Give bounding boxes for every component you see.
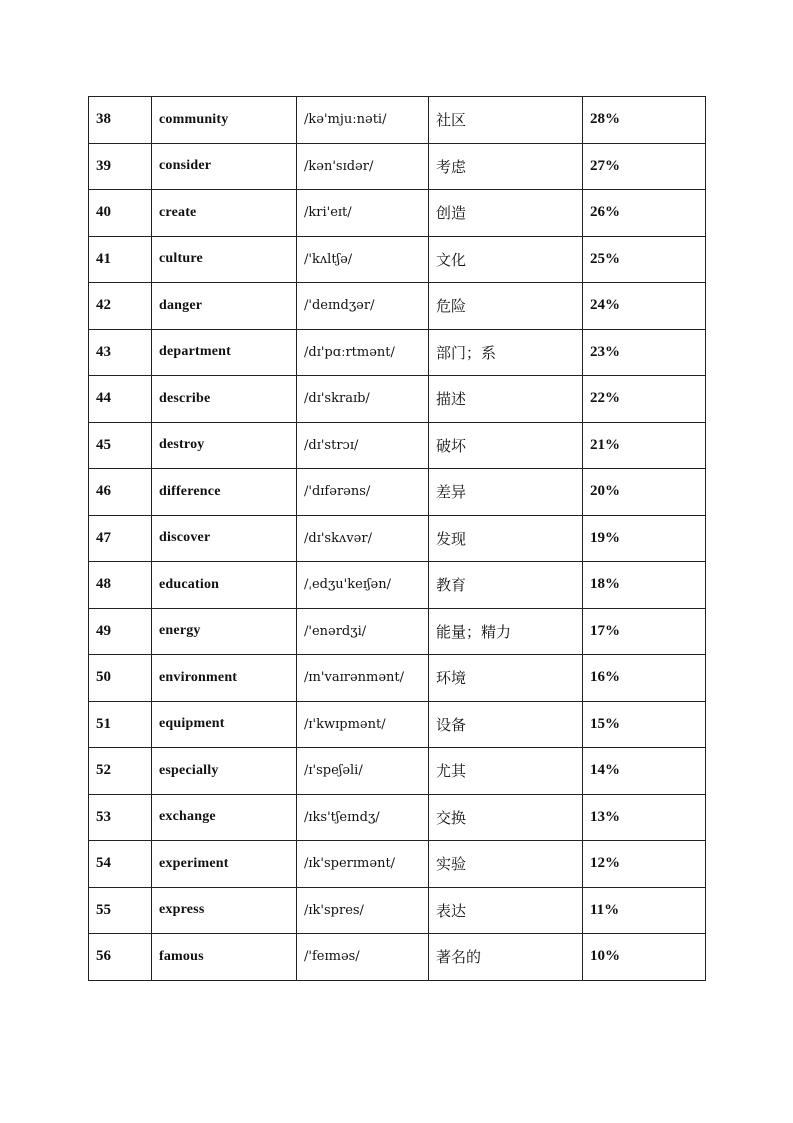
- english-word: equipment: [152, 701, 297, 748]
- phonetic-transcription: /ˌedʒu'keɪʃən/: [297, 562, 429, 609]
- row-number: 54: [89, 841, 152, 888]
- table-row: [89, 469, 706, 516]
- english-word: culture: [152, 236, 297, 283]
- chinese-meaning: 实验: [429, 841, 583, 888]
- chinese-meaning: 创造: [429, 190, 583, 237]
- english-word: danger: [152, 283, 297, 330]
- table-row: [89, 97, 706, 144]
- phonetic-transcription: /'dɪfərəns/: [297, 469, 429, 516]
- frequency-percent: 26%: [583, 190, 706, 237]
- table-row: [89, 329, 706, 376]
- chinese-meaning: 考虑: [429, 143, 583, 190]
- english-word: create: [152, 190, 297, 237]
- phonetic-transcription: /kri'eɪt/: [297, 190, 429, 237]
- phonetic-transcription: /dɪ'strɔɪ/: [297, 422, 429, 469]
- table-row: [89, 143, 706, 190]
- row-number: 44: [89, 376, 152, 423]
- row-number: 47: [89, 515, 152, 562]
- phonetic-transcription: /'kʌltʃə/: [297, 236, 429, 283]
- row-number: 38: [89, 97, 152, 144]
- chinese-meaning: 环境: [429, 655, 583, 702]
- english-word: education: [152, 562, 297, 609]
- frequency-percent: 28%: [583, 97, 706, 144]
- phonetic-transcription: /kə'mjuːnəti/: [297, 97, 429, 144]
- chinese-meaning: 危险: [429, 283, 583, 330]
- phonetic-transcription: /ɪ'speʃəli/: [297, 748, 429, 795]
- table-row: [89, 841, 706, 888]
- frequency-percent: 11%: [583, 887, 706, 934]
- table-row: [89, 190, 706, 237]
- chinese-meaning: 破坏: [429, 422, 583, 469]
- row-number: 52: [89, 748, 152, 795]
- row-number: 43: [89, 329, 152, 376]
- english-word: especially: [152, 748, 297, 795]
- frequency-percent: 27%: [583, 143, 706, 190]
- chinese-meaning: 设备: [429, 701, 583, 748]
- table-row: [89, 934, 706, 981]
- table-row: [89, 562, 706, 609]
- chinese-meaning: 文化: [429, 236, 583, 283]
- chinese-meaning: 教育: [429, 562, 583, 609]
- row-number: 45: [89, 422, 152, 469]
- row-number: 46: [89, 469, 152, 516]
- english-word: energy: [152, 608, 297, 655]
- english-word: describe: [152, 376, 297, 423]
- frequency-percent: 23%: [583, 329, 706, 376]
- row-number: 42: [89, 283, 152, 330]
- english-word: environment: [152, 655, 297, 702]
- english-word: community: [152, 97, 297, 144]
- table-row: [89, 376, 706, 423]
- frequency-percent: 14%: [583, 748, 706, 795]
- phonetic-transcription: /'feɪməs/: [297, 934, 429, 981]
- row-number: 48: [89, 562, 152, 609]
- english-word: consider: [152, 143, 297, 190]
- frequency-percent: 21%: [583, 422, 706, 469]
- row-number: 53: [89, 794, 152, 841]
- frequency-percent: 17%: [583, 608, 706, 655]
- phonetic-transcription: /ɪks'tʃeɪndʒ/: [297, 794, 429, 841]
- english-word: experiment: [152, 841, 297, 888]
- table-row: [89, 701, 706, 748]
- table-row: [89, 608, 706, 655]
- table-row: [89, 422, 706, 469]
- english-word: discover: [152, 515, 297, 562]
- vocabulary-table: [88, 96, 706, 981]
- table-row: [89, 283, 706, 330]
- phonetic-transcription: /ɪn'vaɪrənmənt/: [297, 655, 429, 702]
- frequency-percent: 19%: [583, 515, 706, 562]
- frequency-percent: 15%: [583, 701, 706, 748]
- chinese-meaning: 社区: [429, 97, 583, 144]
- chinese-meaning: 发现: [429, 515, 583, 562]
- english-word: famous: [152, 934, 297, 981]
- row-number: 40: [89, 190, 152, 237]
- table-row: [89, 515, 706, 562]
- table-row: [89, 748, 706, 795]
- row-number: 49: [89, 608, 152, 655]
- phonetic-transcription: /kən'sɪdər/: [297, 143, 429, 190]
- table-row: [89, 794, 706, 841]
- frequency-percent: 16%: [583, 655, 706, 702]
- table-row: [89, 236, 706, 283]
- row-number: 56: [89, 934, 152, 981]
- english-word: destroy: [152, 422, 297, 469]
- vocabulary-table-body: [89, 97, 706, 981]
- phonetic-transcription: /ɪ'kwɪpmənt/: [297, 701, 429, 748]
- english-word: express: [152, 887, 297, 934]
- chinese-meaning: 部门；系: [429, 329, 583, 376]
- chinese-meaning: 著名的: [429, 934, 583, 981]
- row-number: 50: [89, 655, 152, 702]
- english-word: exchange: [152, 794, 297, 841]
- frequency-percent: 25%: [583, 236, 706, 283]
- chinese-meaning: 差异: [429, 469, 583, 516]
- row-number: 39: [89, 143, 152, 190]
- table-row: [89, 887, 706, 934]
- frequency-percent: 24%: [583, 283, 706, 330]
- english-word: difference: [152, 469, 297, 516]
- chinese-meaning: 尤其: [429, 748, 583, 795]
- frequency-percent: 18%: [583, 562, 706, 609]
- frequency-percent: 22%: [583, 376, 706, 423]
- frequency-percent: 13%: [583, 794, 706, 841]
- chinese-meaning: 表达: [429, 887, 583, 934]
- phonetic-transcription: /dɪ'skraɪb/: [297, 376, 429, 423]
- frequency-percent: 12%: [583, 841, 706, 888]
- frequency-percent: 20%: [583, 469, 706, 516]
- chinese-meaning: 描述: [429, 376, 583, 423]
- chinese-meaning: 能量；精力: [429, 608, 583, 655]
- phonetic-transcription: /dɪ'pɑːrtmənt/: [297, 329, 429, 376]
- phonetic-transcription: /ɪk'sperɪmənt/: [297, 841, 429, 888]
- phonetic-transcription: /ɪk'spres/: [297, 887, 429, 934]
- row-number: 41: [89, 236, 152, 283]
- frequency-percent: 10%: [583, 934, 706, 981]
- row-number: 51: [89, 701, 152, 748]
- phonetic-transcription: /dɪ'skʌvər/: [297, 515, 429, 562]
- english-word: department: [152, 329, 297, 376]
- row-number: 55: [89, 887, 152, 934]
- chinese-meaning: 交换: [429, 794, 583, 841]
- table-row: [89, 655, 706, 702]
- phonetic-transcription: /'deɪndʒər/: [297, 283, 429, 330]
- phonetic-transcription: /'enərdʒi/: [297, 608, 429, 655]
